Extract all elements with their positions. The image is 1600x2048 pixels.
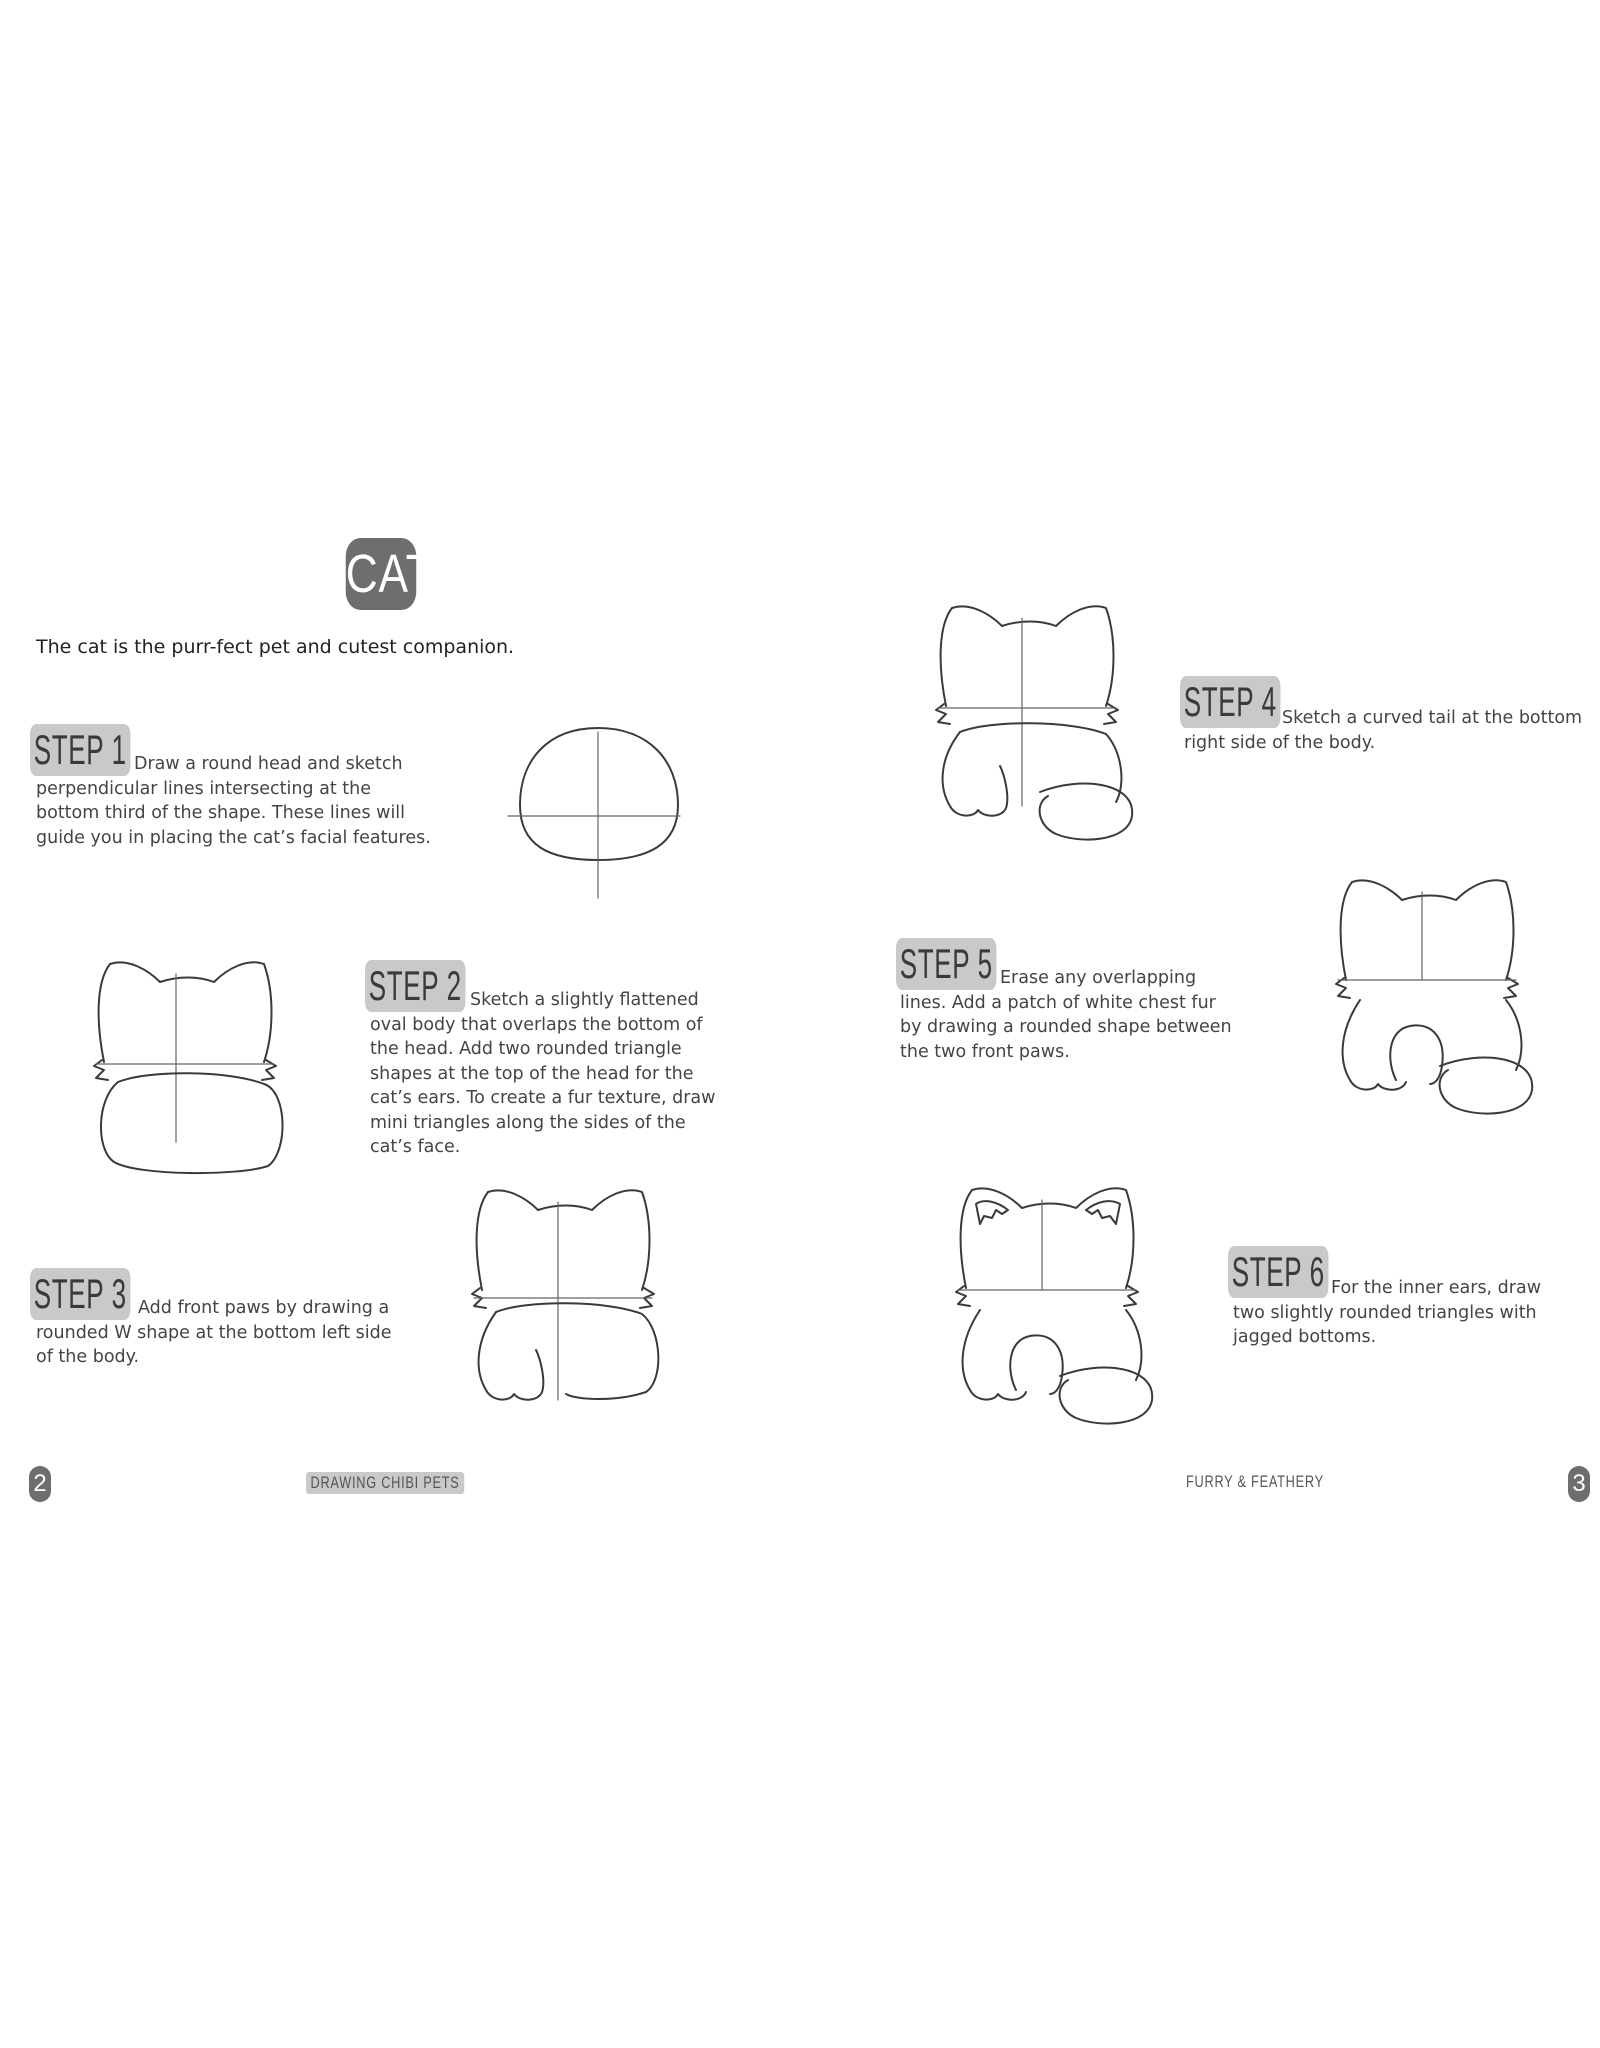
right-page xyxy=(800,0,1600,2048)
step-5-label: STEP 5 xyxy=(896,938,996,990)
step-2-text: Sketch a slightly flattened oval body that overlaps the bottom of the head. Add two rounded triangle shapes at the top of the head for the cat’s ears. To create a fur texture, draw mini triangles along the sides of the cat’s face. xyxy=(370,990,716,1157)
page-title: CAT xyxy=(346,538,417,610)
step-6-drawing xyxy=(950,1178,1150,1438)
step-2-label: STEP 2 xyxy=(365,960,465,1012)
step-3-drawing xyxy=(466,1180,666,1420)
page-number-right: 3 xyxy=(1568,1466,1590,1502)
step-5-text: Erase any overlapping lines. Add a patch of white chest fur by drawing a rounded shape between the two front paws. xyxy=(900,968,1232,1062)
page-number-left: 2 xyxy=(29,1466,51,1502)
running-head-right: FURRY & FEATHERY xyxy=(1186,1472,1324,1491)
step-3-label: STEP 3 xyxy=(30,1268,130,1320)
step-6-label: STEP 6 xyxy=(1228,1246,1328,1298)
step-6-text: For the inner ears, draw two slightly rounded triangles with jagged bottoms. xyxy=(1233,1278,1542,1347)
step-4-drawing xyxy=(930,596,1130,846)
step-5-drawing xyxy=(1330,870,1530,1120)
step-4-text: Sketch a curved tail at the bottom right side of the body. xyxy=(1184,708,1583,753)
intro-text: The cat is the purr-fect pet and cutest companion. xyxy=(36,636,515,658)
step-4-label: STEP 4 xyxy=(1180,676,1280,728)
step-1-text: Draw a round head and sketch perpendicular lines intersecting at the bottom third of the shape. These lines will guide you in placing the cat’s facial features. xyxy=(36,754,431,848)
step-1-label: STEP 1 xyxy=(30,724,130,776)
step-1-drawing xyxy=(508,720,688,900)
step-3-text: Add front paws by drawing a rounded W shape at the bottom left side of the body. xyxy=(36,1298,392,1367)
running-head-left: DRAWING CHIBI PETS xyxy=(306,1472,464,1494)
step-2-drawing xyxy=(88,952,288,1172)
